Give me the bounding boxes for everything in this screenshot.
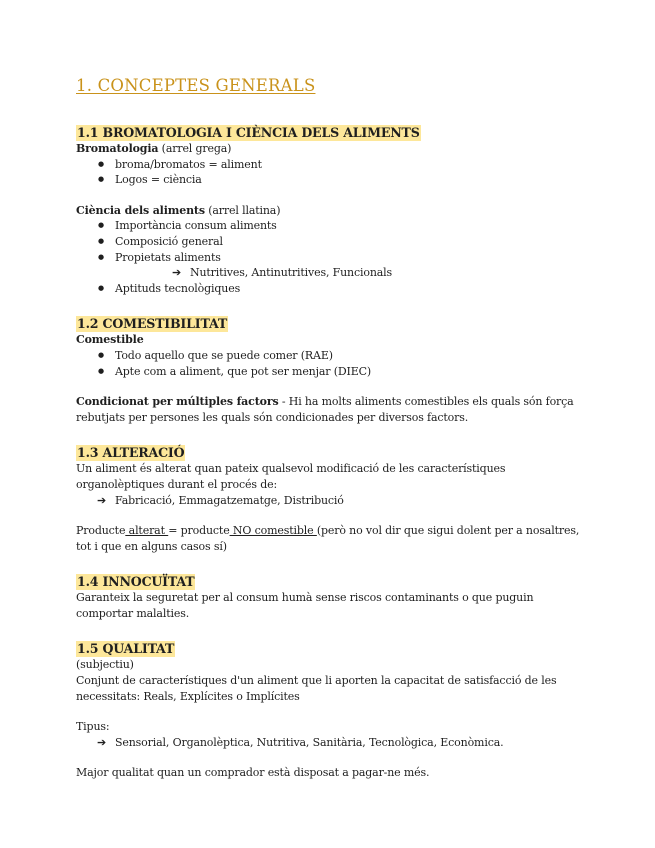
section-heading: 1.4 INNOCUÏTAT bbox=[77, 574, 195, 590]
tipus-label: Tipus: bbox=[76, 720, 110, 734]
section-heading: 1.1 BROMATOLOGIA I CIÈNCIA DELS ALIMENTS bbox=[77, 125, 420, 140]
term-line bbox=[76, 203, 585, 219]
term-note: (arrel grega) bbox=[158, 142, 232, 155]
term-bold: Ciència dels aliments bbox=[76, 203, 205, 217]
section-alteracio bbox=[76, 442, 585, 554]
list-item: ● Apte com a aliment, que pot ser menjar (DIEC) bbox=[98, 364, 585, 380]
paragraph: Conjunt de característiques d'un aliment que li aporten la capacitat de satisfacció de les necessitats: Reals, Explícites o Implícites bbox=[76, 674, 557, 703]
section-heading: 1.5 QUALITAT bbox=[77, 641, 175, 657]
term-line: Comestible bbox=[76, 333, 144, 347]
list-item: ● Todo aquello que se puede comer (RAE) bbox=[98, 348, 585, 364]
arrow-right-icon: ➔ bbox=[97, 493, 107, 507]
paragraph: Garanteix la seguretat per al consum humà sense riscos contaminants o que puguin comportar malalties. bbox=[76, 591, 534, 620]
bullet-list bbox=[76, 281, 585, 297]
bullet-list bbox=[76, 218, 585, 265]
section-heading: 1.2 COMESTIBILITAT bbox=[77, 316, 228, 332]
term-note: (arrel llatina) bbox=[204, 203, 281, 217]
paragraph: Producte alterat = producte NO comestible (però no vol dir que sigui dolent per a nosaltres, tot i que en alguns casos sí) bbox=[76, 524, 580, 553]
section-heading: 1.3 ALTERACIÓ bbox=[77, 445, 185, 461]
list-item: ● Propietats aliments bbox=[98, 250, 585, 266]
list-item: ● Composició general bbox=[98, 234, 585, 250]
term-bold: Bromatologia bbox=[76, 142, 159, 155]
arrow-right-icon: ➔ bbox=[172, 266, 182, 280]
section-innocuitat bbox=[76, 571, 585, 621]
list-item: ● Importància consum aliments bbox=[98, 218, 585, 234]
section-comestibilitat bbox=[76, 313, 585, 425]
arrow-right-icon: ➔ bbox=[97, 735, 107, 749]
bullet-list bbox=[76, 348, 585, 379]
arrow-sub-item: ➔ Fabricació, Emmagatzematge, Distribució bbox=[97, 493, 344, 507]
list-item: ● Logos = ciència bbox=[98, 172, 585, 188]
paragraph: Major qualitat quan un comprador està disposat a pagar-ne més. bbox=[76, 766, 430, 780]
paragraph: Un aliment és alterat quan pateix qualsevol modificació de les característiques organolèptiques durant el procés de: bbox=[76, 462, 506, 491]
arrow-sub-item: ➔ Sensorial, Organolèptica, Nutritiva, Sanitària, Tecnològica, Econòmica. bbox=[97, 735, 504, 749]
term-line bbox=[76, 141, 585, 157]
arrow-sub-item: ➔ Nutritives, Antinutritives, Funcionals bbox=[172, 266, 393, 280]
section-qualitat bbox=[76, 638, 585, 781]
list-item: ● Aptituds tecnològiques bbox=[98, 281, 585, 297]
paragraph: Condicionat per múltiples factors - Hi ha molts aliments comestibles els quals són força rebutjats per persones les quals són condicionades per diversos factors. bbox=[76, 395, 574, 424]
document-title: 1. CONCEPTES GENERALS bbox=[76, 76, 316, 95]
section-bromatologia bbox=[76, 122, 585, 296]
list-item: ● broma/bromatos = aliment bbox=[98, 157, 585, 173]
bullet-list bbox=[76, 157, 585, 188]
note: (subjectiu) bbox=[76, 658, 134, 672]
